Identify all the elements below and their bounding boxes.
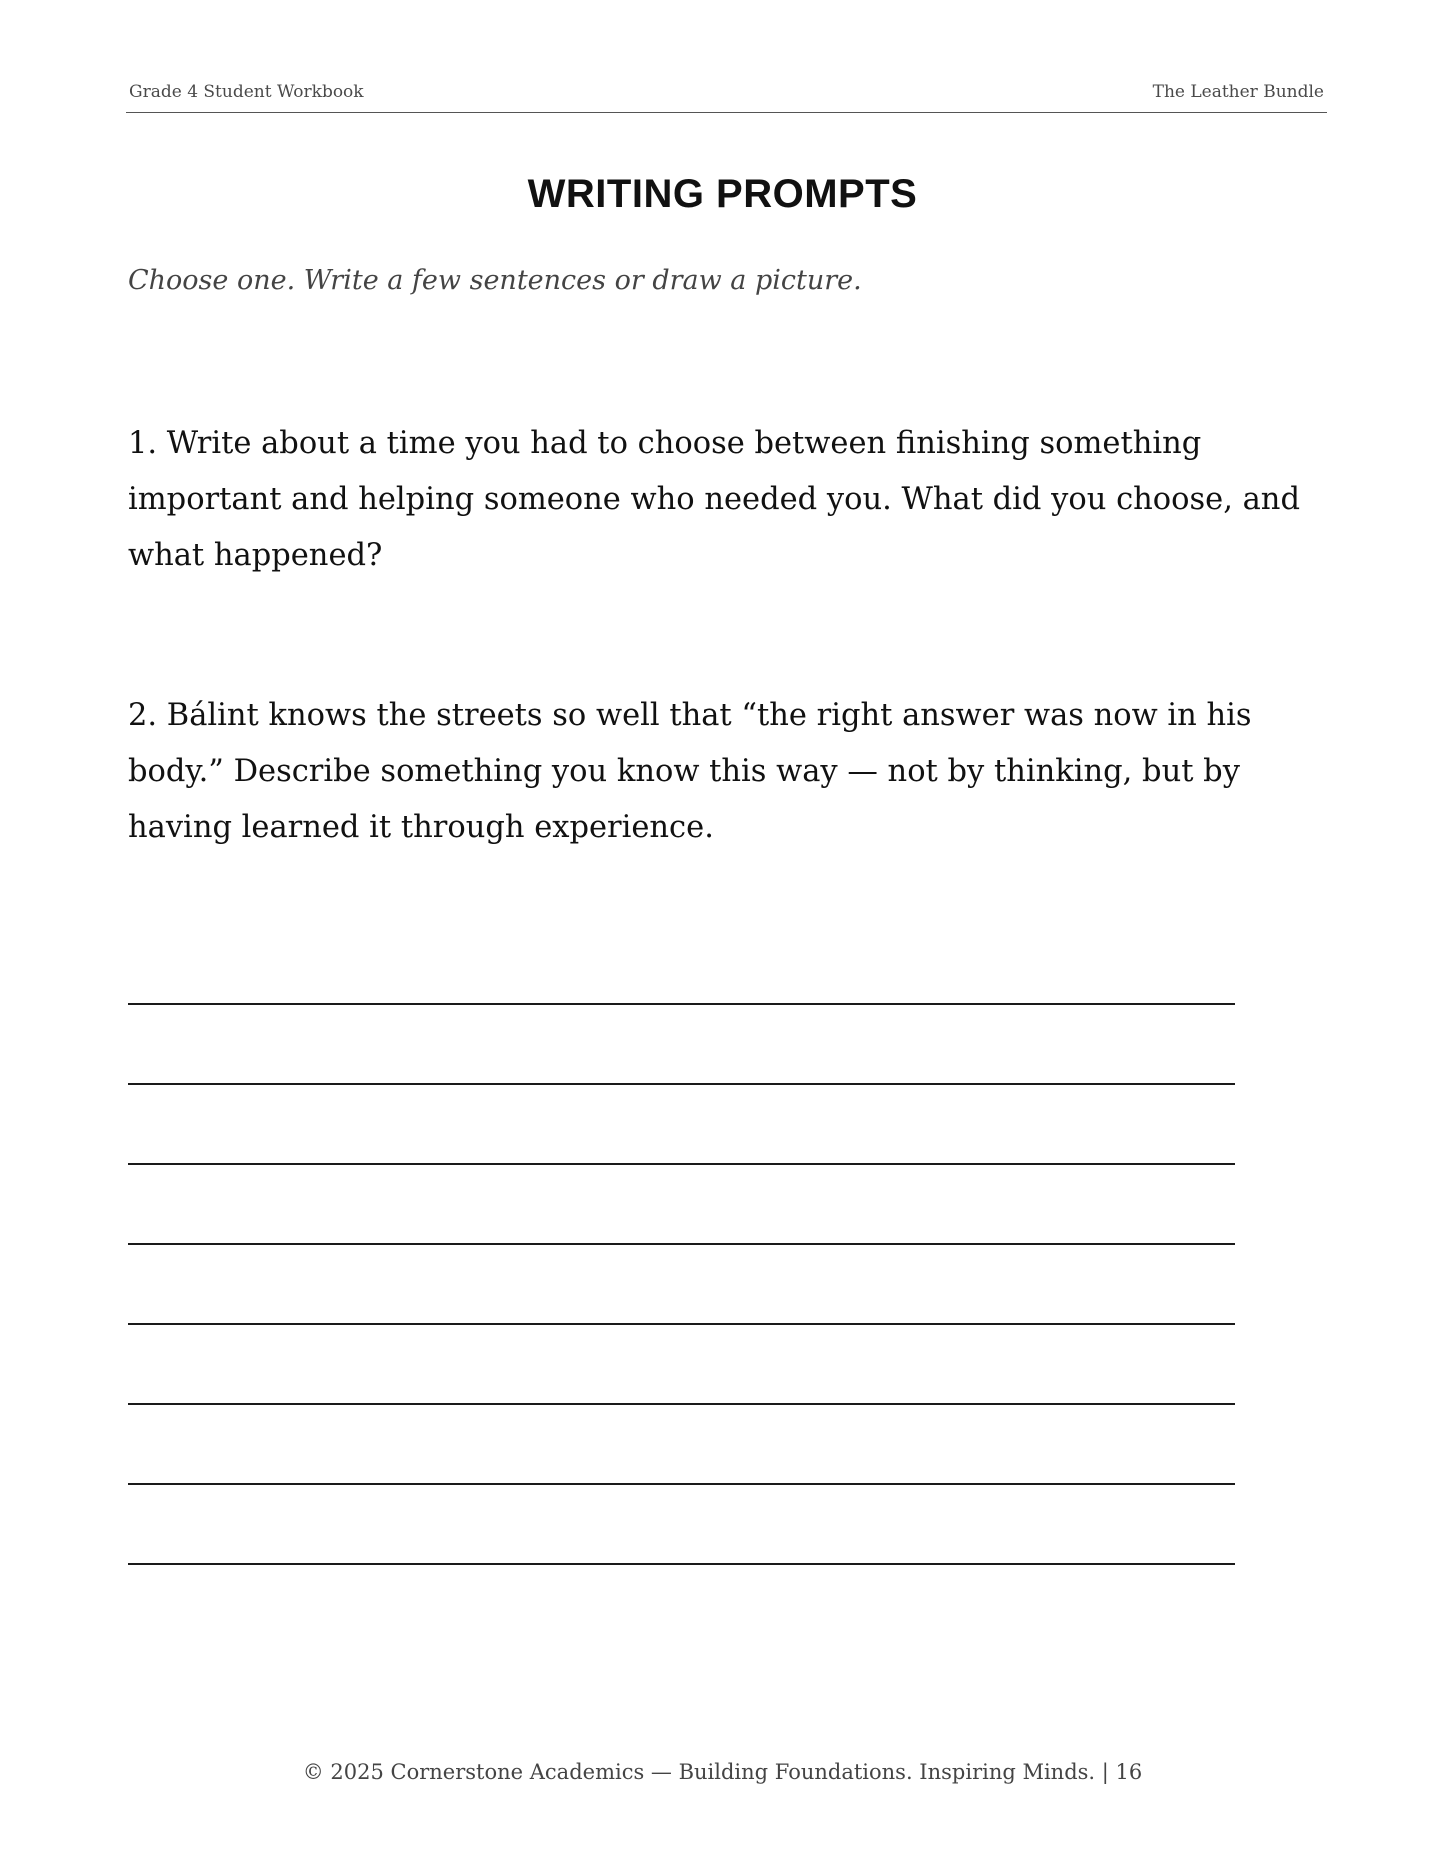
page-title: WRITING PROMPTS [527,172,918,216]
answer-lines [128,950,1235,1565]
answer-line[interactable] [128,1085,1235,1165]
writing-prompt-1: 1. Write about a time you had to choose between finishing something important and helping someone who needed you. What did you choose, and what happened? [128,426,1300,573]
answer-line[interactable] [128,1165,1235,1245]
instructions-text: Choose one. Write a few sentences or draw a picture. [128,265,862,296]
answer-line[interactable] [128,1405,1235,1485]
page-footer: © 2025 Cornerstone Academics — Building Foundations. Inspiring Minds. | 16 [302,1760,1143,1784]
header-story-title: The Leather Bundle [1152,82,1324,102]
writing-prompt-2: 2. Bálint knows the streets so well that “the right answer was now in his body.” Describe something you know this way — not by thinking, but by having learned it through experience. [128,698,1252,845]
answer-line[interactable] [128,950,1235,1005]
answer-line[interactable] [128,1245,1235,1325]
answer-line[interactable] [128,1005,1235,1085]
answer-line[interactable] [128,1485,1235,1565]
running-header [126,82,1327,113]
header-workbook-title: Grade 4 Student Workbook [129,82,364,102]
answer-line[interactable] [128,1325,1235,1405]
